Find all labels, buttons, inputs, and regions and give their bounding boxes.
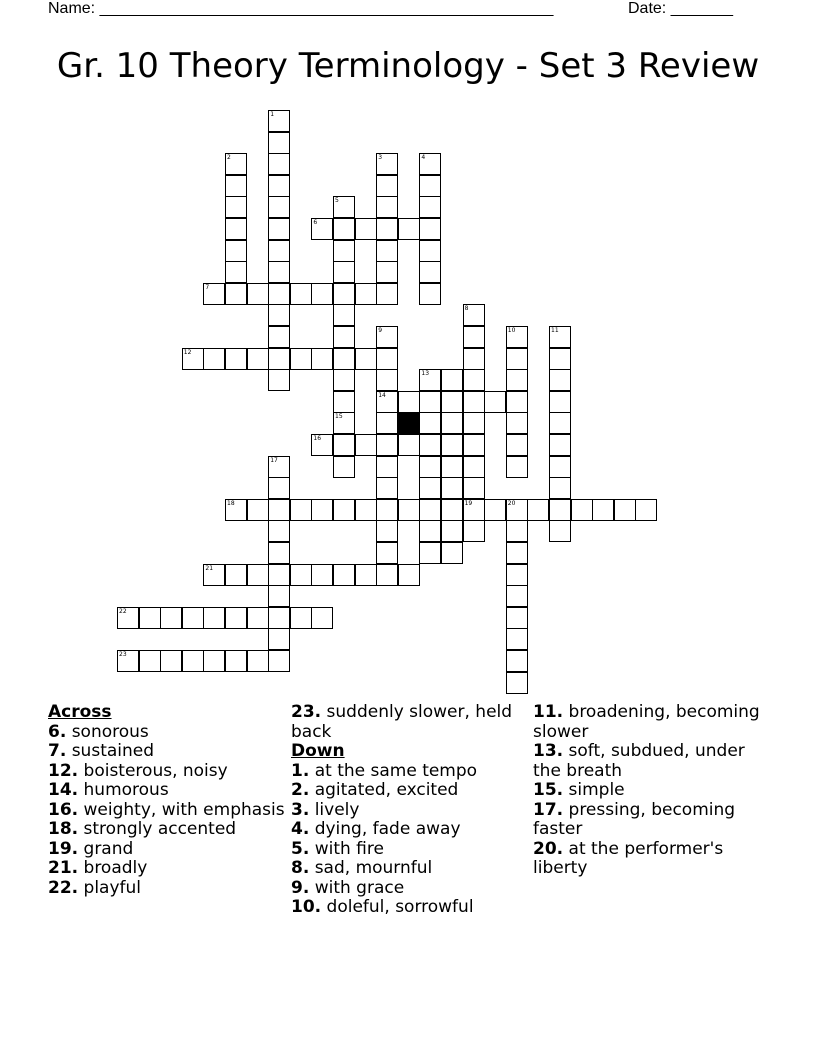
- crossword-cell[interactable]: [376, 499, 398, 521]
- clue-item: [48, 801, 288, 821]
- crossword-cell[interactable]: [463, 520, 485, 542]
- crossword-cell[interactable]: [355, 499, 377, 521]
- clue-number: 4.: [291, 819, 310, 839]
- clue-number: 20.: [533, 838, 564, 859]
- crossword-cell[interactable]: [376, 412, 398, 434]
- date-label: Date:: [628, 0, 667, 17]
- crossword-cell[interactable]: [225, 175, 247, 197]
- crossword-cell[interactable]: [333, 304, 355, 326]
- crossword-cell[interactable]: [441, 520, 463, 542]
- crossword-cell[interactable]: [268, 240, 290, 262]
- clue-text: humorous: [78, 780, 169, 800]
- clue-text: with fire: [309, 838, 384, 859]
- crossword-clue-number: 19: [464, 499, 473, 507]
- crossword-cell[interactable]: [333, 261, 355, 283]
- crossword-cell[interactable]: [333, 348, 355, 370]
- crossword-cell[interactable]: [376, 348, 398, 370]
- crossword-cell[interactable]: [268, 304, 290, 326]
- crossword-cell[interactable]: [441, 412, 463, 434]
- clue-text: sonorous: [66, 721, 149, 742]
- crossword-clue-number: 12: [183, 348, 192, 356]
- crossword-cell[interactable]: [268, 348, 290, 370]
- crossword-cell[interactable]: [268, 218, 290, 240]
- clue-item: [48, 859, 288, 879]
- crossword-cell[interactable]: [182, 650, 204, 672]
- clue-number: 17.: [533, 799, 564, 820]
- clue-item: [291, 703, 531, 742]
- crossword-clue-number: 6: [313, 219, 318, 226]
- crossword-cell[interactable]: [333, 456, 355, 478]
- crossword-cell[interactable]: [463, 348, 485, 370]
- crossword-cell[interactable]: [419, 261, 441, 283]
- clue-text: agitated, excited: [309, 780, 459, 800]
- clue-item: [48, 742, 288, 762]
- crossword-cell[interactable]: [355, 434, 377, 456]
- crossword-cell[interactable]: [225, 650, 247, 672]
- crossword-cell[interactable]: [268, 542, 290, 564]
- crossword-cell[interactable]: [355, 218, 377, 240]
- clue-text: at the performer's liberty: [533, 838, 724, 878]
- clue-number: 9.: [291, 877, 310, 898]
- clue-text: broadening, becoming slower: [533, 702, 760, 742]
- crossword-cell[interactable]: [549, 348, 571, 370]
- crossword-cell[interactable]: [333, 240, 355, 262]
- crossword-clue-number: 11: [551, 327, 559, 334]
- crossword-cell[interactable]: [506, 628, 528, 650]
- crossword-cell[interactable]: [441, 477, 463, 499]
- clue-number: 8.: [291, 858, 310, 878]
- crossword-cell[interactable]: [419, 520, 441, 542]
- clue-number: 1.: [291, 760, 310, 781]
- crossword-cell[interactable]: [290, 348, 312, 370]
- crossword-cell[interactable]: [419, 542, 441, 564]
- crossword-clue-number: 22: [119, 607, 127, 615]
- clue-number: 21.: [48, 858, 79, 878]
- clue-text: weighty, with emphasis: [78, 799, 285, 820]
- crossword-cell[interactable]: [290, 607, 312, 629]
- clue-item: [48, 723, 288, 743]
- crossword-clue-number: 20: [507, 499, 516, 507]
- crossword-clue-number: 13: [421, 370, 430, 378]
- crossword-clue-number: 23: [119, 651, 127, 658]
- crossword-cell[interactable]: [592, 499, 614, 521]
- crossword-cell[interactable]: [290, 499, 312, 521]
- crossword-clue-number: 15: [335, 413, 343, 421]
- crossword-cell[interactable]: [247, 348, 269, 370]
- crossword-cell[interactable]: [376, 564, 398, 586]
- crossword-cell[interactable]: [290, 283, 312, 305]
- crossword-cell[interactable]: [506, 520, 528, 542]
- crossword-cell[interactable]: [376, 240, 398, 262]
- crossword-cell[interactable]: [506, 369, 528, 391]
- clue-text: soft, subdued, under the breath: [533, 741, 745, 781]
- crossword-cell[interactable]: [311, 564, 333, 586]
- crossword-cell[interactable]: [376, 261, 398, 283]
- crossword-cell[interactable]: [268, 283, 290, 305]
- crossword-cell[interactable]: [355, 348, 377, 370]
- crossword-cell[interactable]: [506, 650, 528, 672]
- crossword-cell[interactable]: [506, 585, 528, 607]
- clue-number: 7.: [48, 741, 67, 761]
- clue-number: 13.: [533, 741, 564, 761]
- crossword-clue-number: 4: [421, 154, 426, 162]
- clue-item: [291, 801, 531, 821]
- crossword-cell[interactable]: [376, 520, 398, 542]
- clue-number: 3.: [291, 799, 310, 820]
- clue-number: 12.: [48, 760, 79, 781]
- crossword-cell[interactable]: [441, 369, 463, 391]
- clue-number: 23.: [291, 702, 322, 722]
- crossword-cell[interactable]: [268, 650, 290, 672]
- crossword-cell[interactable]: [139, 607, 161, 629]
- crossword-cell[interactable]: [398, 564, 420, 586]
- clue-number: 18.: [48, 819, 79, 839]
- crossword-clue-number: 10: [507, 327, 516, 334]
- clue-text: playful: [78, 877, 142, 898]
- crossword-cell[interactable]: [225, 564, 247, 586]
- clue-text: grand: [78, 838, 134, 859]
- crossword-cell[interactable]: [268, 175, 290, 197]
- crossword-cell[interactable]: [268, 564, 290, 586]
- clue-number: 5.: [291, 838, 310, 859]
- crossword-cell[interactable]: [225, 283, 247, 305]
- clues-column-1: [48, 703, 288, 898]
- crossword-cell[interactable]: [527, 499, 549, 521]
- date-blank: _______: [670, 0, 733, 17]
- clue-item: [533, 801, 763, 840]
- crossword-cell[interactable]: [549, 456, 571, 478]
- clue-item: [291, 762, 531, 782]
- crossword-cell[interactable]: [463, 369, 485, 391]
- crossword-cell[interactable]: [160, 607, 182, 629]
- crossword-cell[interactable]: [268, 628, 290, 650]
- clue-text: boisterous, noisy: [78, 760, 228, 781]
- name-blank: ___________________________________________________: [99, 0, 554, 17]
- clue-text: simple: [563, 780, 625, 800]
- clue-text: broadly: [78, 858, 148, 878]
- crossword-cell[interactable]: [268, 369, 290, 391]
- down-heading: Down: [291, 741, 345, 761]
- crossword-cell[interactable]: [311, 607, 333, 629]
- crossword-cell[interactable]: [203, 650, 225, 672]
- crossword-cell[interactable]: [549, 369, 571, 391]
- clue-text: suddenly slower, held back: [291, 702, 513, 742]
- crossword-cell[interactable]: [311, 348, 333, 370]
- crossword-cell[interactable]: [376, 218, 398, 240]
- crossword-cell[interactable]: [376, 196, 398, 218]
- clue-number: 6.: [48, 721, 67, 742]
- clue-number: 22.: [48, 877, 79, 898]
- crossword-cell[interactable]: [268, 261, 290, 283]
- crossword-cell[interactable]: [376, 477, 398, 499]
- crossword-cell[interactable]: [355, 564, 377, 586]
- crossword-clue-number: 1: [270, 111, 275, 118]
- crossword-cell[interactable]: [441, 542, 463, 564]
- clue-item: [533, 742, 763, 781]
- clue-item: [533, 703, 763, 742]
- crossword-cell[interactable]: [333, 391, 355, 413]
- crossword-cell[interactable]: [549, 520, 571, 542]
- crossword-cell[interactable]: [333, 499, 355, 521]
- name-label: Name:: [48, 0, 96, 17]
- crossword-cell[interactable]: [268, 153, 290, 175]
- crossword-cell[interactable]: [225, 261, 247, 283]
- crossword-cell[interactable]: [419, 434, 441, 456]
- crossword-cell[interactable]: [506, 607, 528, 629]
- clue-number: 16.: [48, 799, 79, 820]
- clue-number: 11.: [533, 702, 564, 722]
- clue-item: [291, 840, 531, 860]
- crossword-cell[interactable]: [268, 326, 290, 348]
- crossword-clue-number: 14: [378, 391, 386, 399]
- clue-item: [291, 781, 531, 801]
- crossword-cell[interactable]: [268, 132, 290, 154]
- crossword-clue-number: 17: [270, 456, 278, 464]
- crossword-cell[interactable]: [247, 650, 269, 672]
- crossword-cell[interactable]: [463, 326, 485, 348]
- clues-column-3: [533, 703, 763, 879]
- clue-item: [48, 762, 288, 782]
- crossword-cell[interactable]: [333, 434, 355, 456]
- crossword-clue-number: 7: [205, 283, 210, 291]
- crossword-cell[interactable]: [225, 240, 247, 262]
- crossword-cell[interactable]: [419, 456, 441, 478]
- crossword-cell[interactable]: [419, 240, 441, 262]
- crossword-cell[interactable]: [398, 391, 420, 413]
- clue-item: [291, 898, 531, 918]
- crossword-clue-number: 16: [313, 435, 322, 442]
- crossword-cell[interactable]: [333, 218, 355, 240]
- clue-text: at the same tempo: [309, 760, 478, 781]
- clue-number: 10.: [291, 897, 322, 917]
- clues-column-2: [291, 703, 531, 918]
- crossword-cell[interactable]: [139, 650, 161, 672]
- crossword-cell[interactable]: [268, 196, 290, 218]
- crossword-black-square: [398, 412, 420, 434]
- crossword-clue-number: 9: [378, 327, 383, 334]
- crossword-cell[interactable]: [484, 499, 506, 521]
- crossword-cell[interactable]: [506, 391, 528, 413]
- crossword-cell[interactable]: [549, 391, 571, 413]
- crossword-cell[interactable]: [398, 499, 420, 521]
- crossword-cell[interactable]: [290, 564, 312, 586]
- crossword-cell[interactable]: [441, 434, 463, 456]
- crossword-clue-number: 3: [378, 154, 383, 162]
- crossword-cell[interactable]: [506, 542, 528, 564]
- clue-text: doleful, sorrowful: [321, 897, 474, 917]
- clue-item: [291, 820, 531, 840]
- clue-number: 19.: [48, 838, 79, 859]
- crossword-cell[interactable]: [311, 283, 333, 305]
- crossword-cell[interactable]: [506, 412, 528, 434]
- crossword-cell[interactable]: [376, 369, 398, 391]
- crossword-cell[interactable]: [441, 456, 463, 478]
- crossword-cell[interactable]: [333, 369, 355, 391]
- crossword-cell[interactable]: [333, 283, 355, 305]
- crossword-cell[interactable]: [463, 477, 485, 499]
- clue-text: strongly accented: [78, 819, 237, 839]
- crossword-cell[interactable]: [463, 434, 485, 456]
- crossword-cell[interactable]: [484, 391, 506, 413]
- crossword-cell[interactable]: [268, 477, 290, 499]
- crossword-cell[interactable]: [614, 499, 636, 521]
- crossword-cell[interactable]: [203, 348, 225, 370]
- crossword-cell[interactable]: [506, 434, 528, 456]
- crossword-cell[interactable]: [549, 477, 571, 499]
- crossword-cell[interactable]: [571, 499, 593, 521]
- crossword-clue-number: 5: [335, 197, 339, 205]
- clue-item: [48, 879, 288, 899]
- crossword-cell[interactable]: [355, 283, 377, 305]
- clue-number: 14.: [48, 780, 79, 800]
- crossword-cell[interactable]: [463, 391, 485, 413]
- crossword-cell[interactable]: [268, 607, 290, 629]
- crossword-clue-number: 21: [205, 564, 214, 572]
- crossword-cell[interactable]: [506, 564, 528, 586]
- crossword-cell[interactable]: [376, 434, 398, 456]
- clue-item: [48, 820, 288, 840]
- clue-text: dying, fade away: [309, 819, 461, 839]
- crossword-cell[interactable]: [419, 196, 441, 218]
- crossword-cell[interactable]: [376, 542, 398, 564]
- clue-text: sad, mournful: [309, 858, 433, 878]
- crossword-cell[interactable]: [333, 564, 355, 586]
- crossword-cell[interactable]: [419, 218, 441, 240]
- crossword-cell[interactable]: [419, 477, 441, 499]
- crossword-cell[interactable]: [268, 520, 290, 542]
- crossword-cell[interactable]: [506, 348, 528, 370]
- clue-text: pressing, becoming faster: [533, 799, 736, 839]
- clue-text: sustained: [66, 741, 155, 761]
- clue-item: [48, 781, 288, 801]
- crossword-cell[interactable]: [441, 391, 463, 413]
- crossword-cell[interactable]: [225, 348, 247, 370]
- crossword-clue-number: 2: [227, 154, 231, 162]
- crossword-cell[interactable]: [333, 326, 355, 348]
- crossword-cell[interactable]: [398, 434, 420, 456]
- crossword-cell[interactable]: [506, 672, 528, 694]
- crossword-cell[interactable]: [225, 218, 247, 240]
- crossword-cell[interactable]: [441, 499, 463, 521]
- clue-item: [291, 879, 531, 899]
- crossword-cell[interactable]: [419, 175, 441, 197]
- crossword-cell[interactable]: [247, 283, 269, 305]
- clue-item: [48, 840, 288, 860]
- crossword-cell[interactable]: [463, 412, 485, 434]
- crossword-cell[interactable]: [160, 650, 182, 672]
- crossword-cell[interactable]: [182, 607, 204, 629]
- across-heading: Across: [48, 702, 112, 722]
- crossword-cell[interactable]: [419, 283, 441, 305]
- crossword-cell[interactable]: [419, 391, 441, 413]
- crossword-cell[interactable]: [268, 499, 290, 521]
- crossword-cell[interactable]: [225, 607, 247, 629]
- crossword-clue-number: 18: [227, 499, 235, 507]
- clue-item: [533, 781, 763, 801]
- crossword-cell[interactable]: [311, 499, 333, 521]
- crossword-cell[interactable]: [247, 607, 269, 629]
- crossword-cell[interactable]: [549, 499, 571, 521]
- crossword-cell[interactable]: [268, 585, 290, 607]
- page-title: Gr. 10 Theory Terminology - Set 3 Review: [56, 46, 760, 86]
- crossword-cell[interactable]: [419, 499, 441, 521]
- clue-item: [291, 859, 531, 879]
- clue-text: with grace: [309, 877, 405, 898]
- crossword-cell[interactable]: [225, 196, 247, 218]
- crossword-cell[interactable]: [549, 412, 571, 434]
- crossword-cell[interactable]: [247, 499, 269, 521]
- crossword-cell[interactable]: [376, 283, 398, 305]
- crossword-cell[interactable]: [376, 456, 398, 478]
- crossword-cell[interactable]: [203, 607, 225, 629]
- crossword-clue-number: 8: [464, 305, 469, 313]
- clue-item: [533, 840, 763, 879]
- crossword-cell[interactable]: [376, 175, 398, 197]
- crossword-cell[interactable]: [419, 412, 441, 434]
- crossword-cell[interactable]: [463, 456, 485, 478]
- crossword-cell[interactable]: [549, 434, 571, 456]
- crossword-cell[interactable]: [635, 499, 657, 521]
- clue-number: 15.: [533, 780, 564, 800]
- clue-text: lively: [309, 799, 360, 820]
- crossword-cell[interactable]: [398, 218, 420, 240]
- crossword-cell[interactable]: [247, 564, 269, 586]
- clue-number: 2.: [291, 780, 310, 800]
- crossword-cell[interactable]: [506, 456, 528, 478]
